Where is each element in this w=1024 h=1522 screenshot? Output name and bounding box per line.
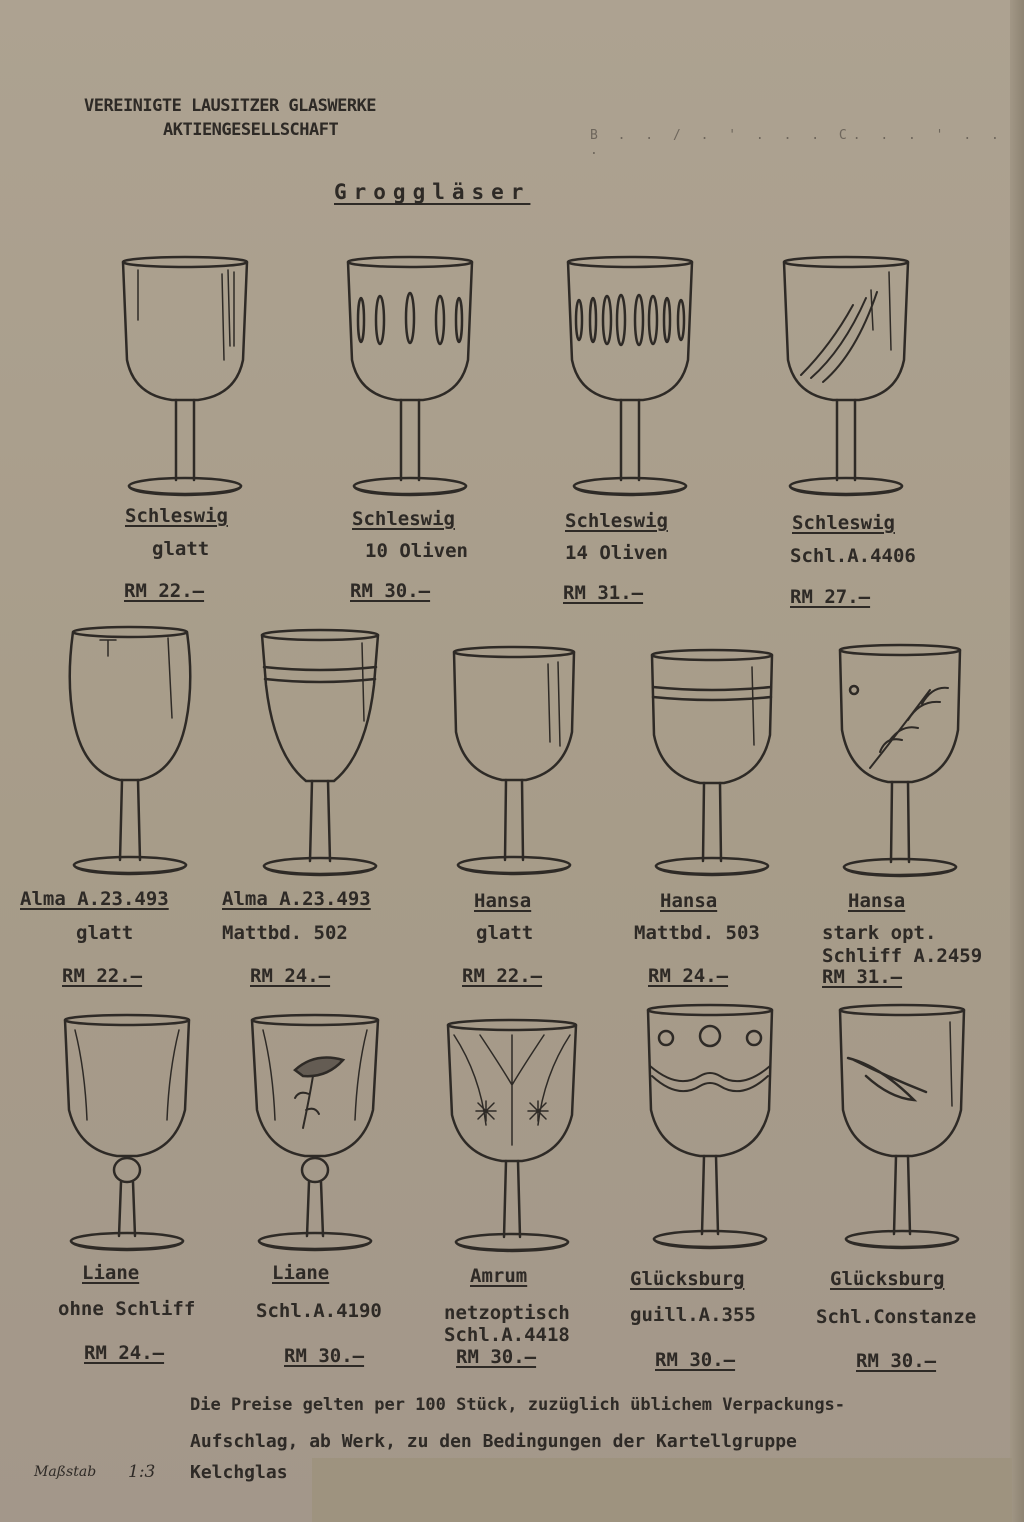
glass-drawing [642,645,782,885]
glass-price: RM 22.— [124,580,205,602]
glass-description: stark opt. [822,922,937,944]
glass-description: glatt [476,922,534,944]
glass-description: Mattbd. 503 [634,922,760,944]
glass-price: RM 30.— [456,1346,537,1368]
glass-description: Schl.A.4190 [256,1300,382,1322]
glass-price: RM 24.— [250,965,331,987]
glass-drawing [771,250,921,510]
scale-value: 1:3 [128,1462,156,1482]
glass-price: RM 31.— [822,966,903,988]
glass-price: RM 30.— [350,580,431,602]
glass-drawing [250,625,390,885]
scale-label: Maßstab [34,1464,97,1480]
glass-description: guill.A.355 [630,1304,756,1326]
glass-price: RM 22.— [62,965,143,987]
company-name: VEREINIGTE LAUSITZER GLASWERKE [84,96,377,116]
glass-description: Schl.Constanze [816,1306,977,1328]
glass-drawing [55,1010,200,1260]
glass-name: Alma A.23.493 [222,888,371,910]
glass-name: Glücksburg [830,1268,945,1290]
glass-price: RM 30.— [284,1345,365,1367]
glass-price: RM 30.— [655,1349,736,1371]
glass-description: glatt [152,538,210,560]
pricing-note-line1: Die Preise gelten per 100 Stück, zuzüglich üblichem Verpackungs- [190,1395,846,1415]
glass-name: Schleswig [125,505,228,527]
glass-name: Liane [82,1262,140,1284]
glass-description-line2: Schl.A.4418 [444,1324,570,1346]
glass-price: RM 24.— [84,1342,165,1364]
pricing-note-line2: Aufschlag, ab Werk, zu den Bedingungen der Kartellgruppe [190,1431,797,1452]
pricing-note-line3: Kelchglas [190,1462,288,1483]
glass-drawing [444,642,584,882]
glass-description: Mattbd. 502 [222,922,348,944]
faint-text: B . . / . ' . . . C. . . ' . . . [590,128,1005,158]
glass-drawing [60,622,200,882]
glass-drawing [335,250,485,510]
glass-description: glatt [76,922,134,944]
page-title: Groggläser [334,180,531,204]
glass-description: 10 Oliven [365,540,468,562]
glass-name: Hansa [660,890,718,912]
glass-price: RM 27.— [790,586,871,608]
glass-name: Hansa [848,890,906,912]
glass-price: RM 31.— [563,582,644,604]
glass-name: Schleswig [352,508,455,530]
glass-name: Schleswig [565,510,668,532]
glass-drawing [830,1000,975,1260]
glass-drawing [440,1015,585,1265]
company-type: AKTIENGESELLSCHAFT [163,120,339,140]
glass-price: RM 22.— [462,965,543,987]
glass-price: RM 30.— [856,1350,937,1372]
glass-drawing [638,1000,783,1260]
glass-description-line2: Schliff A.2459 [822,945,983,967]
glass-drawing [555,250,705,510]
glass-name: Schleswig [792,512,895,534]
glass-description: Schl.A.4406 [790,545,916,567]
glass-description: 14 Oliven [565,542,668,564]
glass-name: Alma A.23.493 [20,888,169,910]
glass-name: Liane [272,1262,330,1284]
page-edge [1010,0,1024,1522]
glass-drawing [110,250,260,510]
glass-drawing [243,1010,388,1260]
glass-name: Glücksburg [630,1268,745,1290]
glass-drawing [830,640,970,885]
glass-name: Hansa [474,890,532,912]
glass-description: ohne Schliff [58,1298,196,1320]
glass-description: netzoptisch [444,1302,570,1324]
paper-strip [312,1458,1012,1522]
glass-name: Amrum [470,1265,528,1287]
glass-price: RM 24.— [648,965,729,987]
